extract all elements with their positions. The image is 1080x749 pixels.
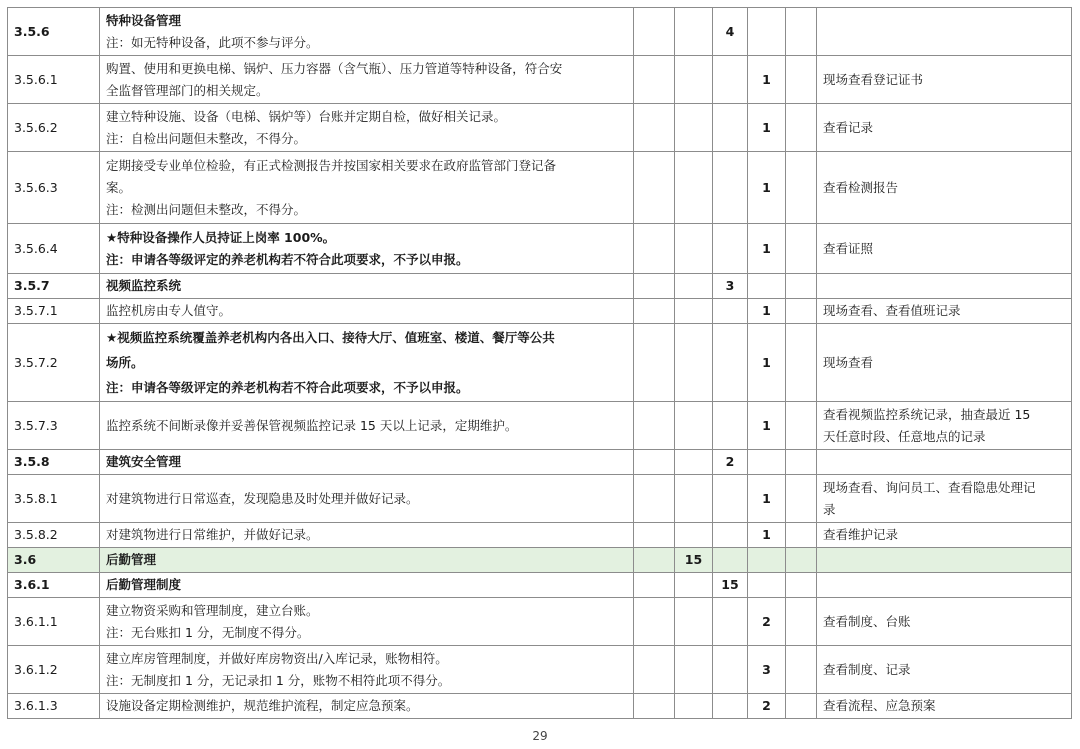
item-line: 后勤管理	[106, 552, 157, 567]
table-row-3-5-7-1	[8, 299, 1072, 324]
item-code: 3.6.1	[8, 573, 100, 598]
evaluation-method	[817, 573, 1072, 598]
table-row-3-5-7	[8, 274, 1072, 299]
score-col-2	[675, 598, 713, 646]
score-col-5	[786, 8, 817, 56]
score-col-3: 2	[713, 450, 748, 475]
score-col-2	[675, 324, 713, 402]
item-code: 3.5.6.2	[8, 104, 100, 152]
score-col-5	[786, 694, 817, 719]
score-col-4: 1	[748, 402, 786, 450]
score-col-2	[675, 694, 713, 719]
method-line: 现场查看登记证书	[823, 71, 924, 87]
item-code: 3.6	[8, 548, 100, 573]
item-line: 建立库房管理制度，并做好库房物资出/入库记录，账物相符。	[106, 650, 448, 666]
item-description	[100, 274, 634, 299]
score-col-5	[786, 598, 817, 646]
item-description	[100, 224, 634, 274]
item-line: 案。	[106, 179, 132, 195]
method-line: 查看记录	[823, 119, 874, 135]
score-col-3	[713, 646, 748, 694]
item-description	[100, 104, 634, 152]
item-line: 监控机房由专人值守。	[106, 303, 232, 318]
score-col-5	[786, 224, 817, 274]
score-col-2: 15	[675, 548, 713, 573]
score-col-5	[786, 56, 817, 104]
item-line: 特种设备管理	[106, 12, 182, 28]
item-code: 3.5.6	[8, 8, 100, 56]
score-col-4: 1	[748, 324, 786, 402]
score-col-5	[786, 104, 817, 152]
score-col-4: 1	[748, 523, 786, 548]
score-col-1	[634, 598, 675, 646]
evaluation-method	[817, 8, 1072, 56]
table-row-3-5-6-2	[8, 104, 1072, 152]
item-line: 建立特种设施、设备（电梯、锅炉等）台账并定期自检，做好相关记录。	[106, 108, 507, 124]
item-code: 3.5.8.2	[8, 523, 100, 548]
score-col-2	[675, 402, 713, 450]
item-note: 注：无台账扣 1 分，无制度不得分。	[106, 624, 310, 640]
item-description	[100, 402, 634, 450]
score-col-1	[634, 224, 675, 274]
score-col-2	[675, 523, 713, 548]
item-line: 对建筑物进行日常维护，并做好记录。	[106, 527, 319, 542]
score-col-3	[713, 56, 748, 104]
item-line: 设施设备定期检测维护，规范维护流程，制定应急预案。	[106, 698, 419, 713]
item-description	[100, 324, 634, 402]
score-col-1	[634, 573, 675, 598]
item-line: 全监督管理部门的相关规定。	[106, 82, 269, 98]
method-line: 查看制度、记录	[823, 661, 911, 677]
item-code: 3.5.6.1	[8, 56, 100, 104]
score-col-2	[675, 274, 713, 299]
item-description	[100, 152, 634, 224]
item-note: 注：自检出问题但未整改，不得分。	[106, 130, 307, 146]
score-col-3	[713, 548, 748, 573]
score-col-5	[786, 402, 817, 450]
item-code: 3.5.6.3	[8, 152, 100, 224]
table-row-3-5-6-1	[8, 56, 1072, 104]
method-line: 现场查看、询问员工、查看隐患处理记	[823, 479, 1036, 495]
item-code: 3.5.7	[8, 274, 100, 299]
item-note: 注：申请各等级评定的养老机构若不符合此项要求，不予以申报。	[106, 251, 469, 267]
score-col-2	[675, 224, 713, 274]
score-col-3	[713, 104, 748, 152]
score-col-3	[713, 598, 748, 646]
score-col-3	[713, 324, 748, 402]
item-code: 3.5.7.2	[8, 324, 100, 402]
score-col-3	[713, 694, 748, 719]
method-line: 录	[823, 501, 836, 517]
score-col-5	[786, 475, 817, 523]
method-line: 天任意时段、任意地点的记录	[823, 428, 986, 444]
evaluation-method	[817, 523, 1072, 548]
item-description	[100, 646, 634, 694]
score-col-3: 3	[713, 274, 748, 299]
item-note: 注：无制度扣 1 分，无记录扣 1 分，账物不相符此项不得分。	[106, 672, 451, 688]
evaluation-method	[817, 694, 1072, 719]
score-col-4: 3	[748, 646, 786, 694]
table-row-3-6	[8, 548, 1072, 573]
score-col-5	[786, 646, 817, 694]
item-description	[100, 548, 634, 573]
score-col-3	[713, 152, 748, 224]
item-line: ★视频监控系统覆盖养老机构内各出入口、接待大厅、值班室、楼道、餐厅等公共	[106, 330, 555, 345]
score-col-4: 2	[748, 598, 786, 646]
score-col-1	[634, 274, 675, 299]
item-line: 场所。	[106, 355, 144, 370]
evaluation-method	[817, 224, 1072, 274]
evaluation-method	[817, 646, 1072, 694]
score-col-1	[634, 523, 675, 548]
score-col-5	[786, 324, 817, 402]
score-col-4: 1	[748, 299, 786, 324]
method-line: 现场查看、查看值班记录	[823, 303, 961, 318]
score-col-1	[634, 402, 675, 450]
item-description	[100, 8, 634, 56]
score-col-5	[786, 523, 817, 548]
evaluation-method	[817, 450, 1072, 475]
score-col-3: 15	[713, 573, 748, 598]
score-col-5	[786, 548, 817, 573]
item-description	[100, 598, 634, 646]
score-col-2	[675, 8, 713, 56]
score-col-1	[634, 299, 675, 324]
item-code: 3.5.6.4	[8, 224, 100, 274]
evaluation-method	[817, 402, 1072, 450]
item-code: 3.5.8	[8, 450, 100, 475]
score-col-5	[786, 573, 817, 598]
evaluation-method	[817, 598, 1072, 646]
score-col-4: 1	[748, 224, 786, 274]
score-col-1	[634, 450, 675, 475]
item-description	[100, 56, 634, 104]
score-col-4	[748, 450, 786, 475]
score-col-1	[634, 548, 675, 573]
table-row-3-5-8	[8, 450, 1072, 475]
item-note: 注：申请各等级评定的养老机构若不符合此项要求，不予以申报。	[106, 380, 469, 395]
score-col-4	[748, 548, 786, 573]
evaluation-method	[817, 274, 1072, 299]
table-row-3-5-7-3	[8, 402, 1072, 450]
evaluation-method	[817, 152, 1072, 224]
score-col-3	[713, 475, 748, 523]
item-code: 3.5.7.1	[8, 299, 100, 324]
item-description	[100, 573, 634, 598]
item-line: 定期接受专业单位检验，有正式检测报告并按国家相关要求在政府监管部门登记备	[106, 157, 557, 173]
item-description	[100, 523, 634, 548]
score-col-1	[634, 104, 675, 152]
score-col-2	[675, 299, 713, 324]
method-line: 查看检测报告	[823, 179, 899, 195]
score-col-4	[748, 573, 786, 598]
item-note: 注：如无特种设备，此项不参与评分。	[106, 34, 319, 50]
score-col-4	[748, 274, 786, 299]
item-description	[100, 299, 634, 324]
score-col-4: 1	[748, 104, 786, 152]
evaluation-method	[817, 299, 1072, 324]
item-line: ★特种设备操作人员持证上岗率 100%。	[106, 229, 336, 245]
evaluation-method	[817, 104, 1072, 152]
table-row-3-5-6-4	[8, 224, 1072, 274]
score-col-5	[786, 299, 817, 324]
evaluation-method	[817, 548, 1072, 573]
method-line: 查看证照	[823, 240, 874, 256]
score-col-1	[634, 475, 675, 523]
score-col-1	[634, 152, 675, 224]
method-line: 查看流程、应急预案	[823, 698, 936, 713]
item-line: 后勤管理制度	[106, 577, 182, 592]
score-col-4: 1	[748, 475, 786, 523]
score-col-3	[713, 523, 748, 548]
item-line: 购置、使用和更换电梯、锅炉、压力容器（含气瓶）、压力管道等特种设备，符合安	[106, 60, 563, 76]
table-row-3-6-1-3	[8, 694, 1072, 719]
score-col-2	[675, 450, 713, 475]
evaluation-method	[817, 56, 1072, 104]
table-row-3-6-1-2	[8, 646, 1072, 694]
item-line: 建立物资采购和管理制度，建立台账。	[106, 602, 319, 618]
score-col-1	[634, 646, 675, 694]
score-col-3	[713, 224, 748, 274]
score-col-2	[675, 152, 713, 224]
item-line: 建筑安全管理	[106, 454, 182, 469]
item-description	[100, 475, 634, 523]
score-col-3	[713, 299, 748, 324]
item-code: 3.5.7.3	[8, 402, 100, 450]
score-col-4: 2	[748, 694, 786, 719]
table-row-3-5-8-2	[8, 523, 1072, 548]
score-col-1	[634, 8, 675, 56]
evaluation-method	[817, 324, 1072, 402]
method-line: 查看维护记录	[823, 527, 899, 542]
page-number: 29	[532, 729, 548, 743]
score-col-5	[786, 274, 817, 299]
method-line: 查看制度、台账	[823, 613, 911, 629]
item-code: 3.5.8.1	[8, 475, 100, 523]
item-description	[100, 450, 634, 475]
method-line: 查看视频监控系统记录，抽查最近 15	[823, 406, 1031, 422]
table-row-3-6-1-1	[8, 598, 1072, 646]
scoring-table	[7, 7, 1072, 719]
score-col-1	[634, 56, 675, 104]
table-row-3-5-6-3	[8, 152, 1072, 224]
score-col-3	[713, 402, 748, 450]
score-col-2	[675, 104, 713, 152]
score-col-2	[675, 573, 713, 598]
method-line: 现场查看	[823, 354, 874, 370]
score-col-2	[675, 475, 713, 523]
item-code: 3.6.1.1	[8, 598, 100, 646]
table-row-3-5-6	[8, 8, 1072, 56]
score-col-5	[786, 152, 817, 224]
score-col-2	[675, 646, 713, 694]
score-col-2	[675, 56, 713, 104]
score-col-3: 4	[713, 8, 748, 56]
table-row-3-5-7-2	[8, 324, 1072, 402]
item-line: 视频监控系统	[106, 278, 182, 293]
item-line: 对建筑物进行日常巡查，发现隐患及时处理并做好记录。	[106, 490, 419, 506]
score-col-4	[748, 8, 786, 56]
item-code: 3.6.1.3	[8, 694, 100, 719]
score-col-4: 1	[748, 152, 786, 224]
table-row-3-5-8-1	[8, 475, 1072, 523]
score-col-5	[786, 450, 817, 475]
table-row-3-6-1	[8, 573, 1072, 598]
item-note: 注：检测出问题但未整改，不得分。	[106, 201, 307, 217]
score-col-1	[634, 324, 675, 402]
item-description	[100, 694, 634, 719]
score-col-1	[634, 694, 675, 719]
item-code: 3.6.1.2	[8, 646, 100, 694]
item-line: 监控系统不间断录像并妥善保管视频监控记录 15 天以上记录，定期维护。	[106, 417, 518, 433]
evaluation-method	[817, 475, 1072, 523]
score-col-4: 1	[748, 56, 786, 104]
